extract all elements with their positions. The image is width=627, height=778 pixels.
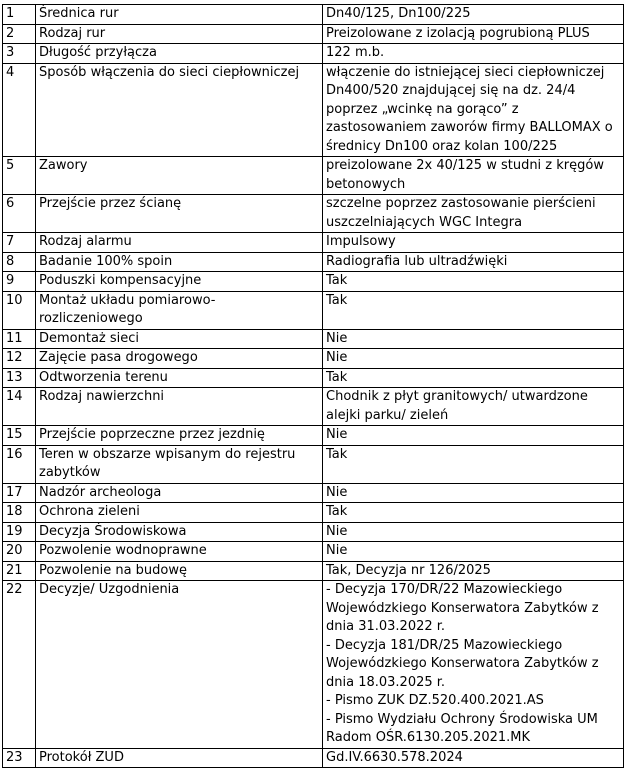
table-row <box>3 426 624 446</box>
row-value <box>323 503 624 523</box>
table-row <box>3 157 624 195</box>
table-row <box>3 388 624 426</box>
row-value-line: Tak <box>326 273 348 288</box>
row-value-line: włączenie do istniejącej sieci ciepłowniczej Dn400/520 znajdującej się na dz. 24/4 poprzez „wcinkę na gorąco” z zastosowaniem zaworów firmy BALLOMAX o średnicy Dn100 oraz kolan 100/225 <box>326 64 613 154</box>
row-value <box>323 233 624 253</box>
row-value <box>323 291 624 329</box>
row-value-line: - Decyzja 170/DR/22 Mazowieckiego Wojewódzkiego Konserwatora Zabytków z dnia 31.03.2022 r. <box>326 582 599 634</box>
row-value-line: Tak <box>326 369 348 385</box>
row-number: 3 <box>3 44 36 64</box>
table-row <box>3 195 624 233</box>
table-row <box>3 503 624 523</box>
row-label: Badanie 100% spoin <box>36 252 323 272</box>
row-number: 16 <box>3 445 36 483</box>
row-value <box>323 157 624 195</box>
table-row <box>3 44 624 64</box>
row-value-line: 122 m.b. <box>326 45 385 60</box>
row-value-line: Impulsowy <box>326 234 396 249</box>
row-label: Rodzaj rur <box>36 24 323 44</box>
row-number: 1 <box>3 5 36 25</box>
row-label: Długość przyłącza <box>36 44 323 64</box>
row-value-line: preizolowane 2x 40/125 w studni z kręgów betonowych <box>326 158 604 192</box>
table-row <box>3 748 624 768</box>
row-value-line: Nie <box>326 543 348 558</box>
row-label: Decyzje/ Uzgodnienia <box>36 581 323 749</box>
row-value-line: Chodnik z płyt granitowych/ utwardzone alejki parku/ zieleń <box>326 389 588 423</box>
row-label: Protokół ZUD <box>36 748 323 768</box>
row-value-line: Tak <box>326 292 348 308</box>
table-row <box>3 272 624 292</box>
row-value <box>323 195 624 233</box>
row-value <box>323 561 624 581</box>
row-number: 18 <box>3 503 36 523</box>
row-number: 14 <box>3 388 36 426</box>
table-row <box>3 581 624 749</box>
row-value <box>323 329 624 349</box>
row-value <box>323 272 624 292</box>
row-value <box>323 426 624 446</box>
row-label: Zajęcie pasa drogowego <box>36 349 323 369</box>
table-row <box>3 483 624 503</box>
row-value <box>323 349 624 369</box>
row-number: 7 <box>3 233 36 253</box>
row-value-line: Nie <box>326 350 348 365</box>
row-number: 11 <box>3 329 36 349</box>
row-value <box>323 748 624 768</box>
table-row <box>3 542 624 562</box>
row-value <box>323 483 624 503</box>
row-value-line: Preizolowane z izolacją pogrubioną PLUS <box>326 25 590 41</box>
row-value <box>323 24 624 44</box>
row-value-line: Tak <box>326 504 348 519</box>
row-label: Odtworzenia terenu <box>36 368 323 388</box>
table-row <box>3 349 624 369</box>
row-value <box>323 368 624 388</box>
row-number: 13 <box>3 368 36 388</box>
row-number: 6 <box>3 195 36 233</box>
row-number: 2 <box>3 24 36 44</box>
table-row <box>3 445 624 483</box>
row-number: 22 <box>3 581 36 749</box>
row-number: 12 <box>3 349 36 369</box>
row-label: Poduszki kompensacyjne <box>36 272 323 292</box>
row-number: 15 <box>3 426 36 446</box>
row-value <box>323 581 624 749</box>
table-row <box>3 233 624 253</box>
row-value <box>323 522 624 542</box>
row-value-line: Nie <box>326 484 348 500</box>
table-row <box>3 24 624 44</box>
row-value-line: szczelne poprzez zastosowanie pierścieni uszczelniających WGC Integra <box>326 196 596 230</box>
table-row <box>3 63 624 157</box>
specification-table <box>2 4 624 768</box>
row-label: Nadzór archeologa <box>36 483 323 503</box>
row-number: 21 <box>3 561 36 581</box>
row-number: 17 <box>3 483 36 503</box>
row-label: Montaż układu pomiarowo-rozliczeniowego <box>36 291 323 329</box>
row-value-line: Gd.IV.6630.578.2024 <box>326 749 463 765</box>
row-label: Średnica rur <box>36 5 323 25</box>
table-row <box>3 368 624 388</box>
row-number: 19 <box>3 522 36 542</box>
row-label: Sposób włączenia do sieci ciepłowniczej <box>36 63 323 157</box>
row-value-line: Tak, Decyzja nr 126/2025 <box>326 562 491 578</box>
row-value-line: Nie <box>326 330 348 346</box>
table-row <box>3 5 624 25</box>
row-value <box>323 63 624 157</box>
row-label: Pozwolenie wodnoprawne <box>36 542 323 562</box>
row-label: Rodzaj alarmu <box>36 233 323 253</box>
specification-table-body <box>3 5 624 768</box>
row-number: 5 <box>3 157 36 195</box>
row-value-line: - Pismo Wydziału Ochrony Środowiska UM Radom OŚR.6130.205.2021.MK <box>326 711 598 745</box>
row-value-line: Tak <box>326 446 348 462</box>
row-value-line: Radiografia lub ultradźwięki <box>326 253 508 269</box>
table-row <box>3 561 624 581</box>
row-label: Ochrona zieleni <box>36 503 323 523</box>
row-label: Teren w obszarze wpisanym do rejestru zabytków <box>36 445 323 483</box>
row-value-line: Nie <box>326 523 348 539</box>
row-value-line: Dn40/125, Dn100/225 <box>326 6 471 21</box>
row-number: 8 <box>3 252 36 272</box>
row-number: 9 <box>3 272 36 292</box>
row-value <box>323 5 624 25</box>
row-value <box>323 252 624 272</box>
row-number: 10 <box>3 291 36 329</box>
row-value-line: Nie <box>326 427 348 442</box>
table-row <box>3 329 624 349</box>
row-label: Demontaż sieci <box>36 329 323 349</box>
row-label: Decyzja Środowiskowa <box>36 522 323 542</box>
row-label: Zawory <box>36 157 323 195</box>
row-label: Przejście przez ścianę <box>36 195 323 233</box>
row-value <box>323 388 624 426</box>
row-value <box>323 44 624 64</box>
row-value-line: - Pismo ZUK DZ.520.400.2021.AS <box>326 693 544 708</box>
row-label: Pozwolenie na budowę <box>36 561 323 581</box>
row-label: Przejście poprzeczne przez jezdnię <box>36 426 323 446</box>
table-row <box>3 291 624 329</box>
row-label: Rodzaj nawierzchni <box>36 388 323 426</box>
row-number: 23 <box>3 748 36 768</box>
row-number: 20 <box>3 542 36 562</box>
row-value <box>323 542 624 562</box>
table-row <box>3 522 624 542</box>
row-value-line: - Decyzja 181/DR/25 Mazowieckiego Wojewódzkiego Konserwatora Zabytków z dnia 18.03.2025 r. <box>326 637 599 690</box>
row-value <box>323 445 624 483</box>
table-row <box>3 252 624 272</box>
row-number: 4 <box>3 63 36 157</box>
